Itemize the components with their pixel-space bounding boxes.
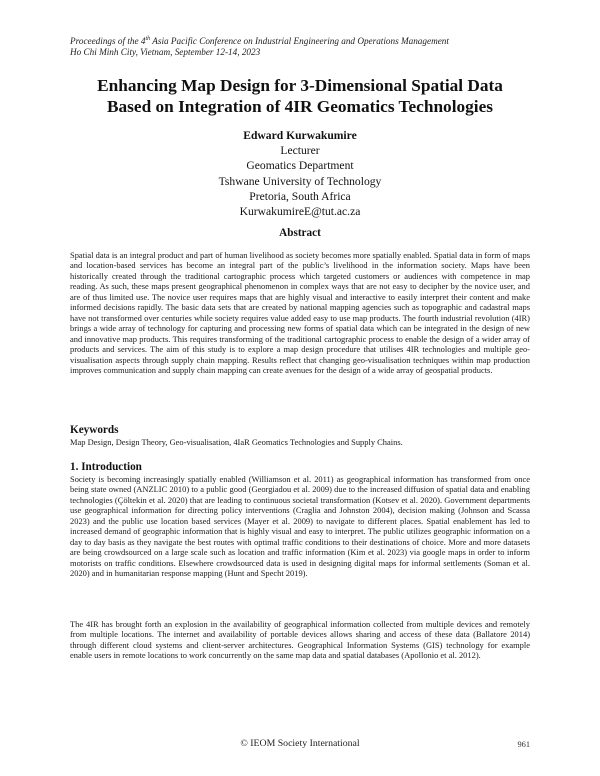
page-number: 961: [517, 740, 530, 749]
paper-title-line-1: Enhancing Map Design for 3-Dimensional Spatial Data: [97, 76, 503, 95]
header-location-line: Ho Chi Minh City, Vietnam, September 12-14, 2023: [70, 47, 261, 57]
author-block: [150, 128, 450, 219]
author-name: Edward Kurwakumire: [243, 129, 357, 142]
running-header: [70, 36, 540, 58]
author-department: Geomatics Department: [246, 159, 354, 173]
header-conference-suffix: Asia Pacific Conference on Industrial Engineering and Operations Management: [150, 36, 449, 46]
paper-title: [40, 75, 560, 117]
abstract-text: Spatial data is an integral product and part of human livelihood as society becomes more spatially enabled. Spatial data in form of maps and location-based services has become an integral part of the public’s livelihood in the information society. Maps have been historically created through the traditional cartographic process which targeted customers or audiences with competence in map reading. As such, these maps present geographical phenomenon in complex ways that are not easy to decipher by the novice user, and are of thus limited use. The novice user requires maps that are highly visual and interactive to easily interpret their content and make informed decisions rapidly. The basic data sets that are created by national mapping agencies such as topographic and cadastral maps have not transformed over centuries while society requires value added easy to use map products. The fourth industrial revolution (4IR) brings a wide array of technology for capturing and processing new forms of spatial data which can be integrated in the design of new and innovative map products. This requires transforming of the traditional cartographic process to enable the design of a wider array of products and services. The aim of this study is to explore a map design procedure that utilises 4IR technologies and multiple geo-visualisation aspects through supply chain mapping. Results reflect that changing geo-visualisation techniques within map production improves communication and supply chain mapping can create avenues for the design of a wide array of geospatial products.: [70, 250, 530, 375]
author-location: Pretoria, South Africa: [249, 189, 351, 203]
author-role: Lecturer: [280, 144, 320, 158]
introduction-heading: 1. Introduction: [70, 461, 142, 473]
author-email: KurwakumireE@tut.ac.za: [239, 205, 361, 219]
keywords-text: Map Design, Design Theory, Geo-visualisation, 4IaR Geomatics Technologies and Supply Chains.: [70, 437, 403, 447]
header-conference-line: [70, 36, 540, 47]
header-ordinal-suffix: th: [145, 35, 151, 42]
paper-title-line-2: Based on Integration of 4IR Geomatics Technologies: [107, 97, 493, 116]
footer-copyright: © IEOM Society International: [240, 738, 360, 749]
introduction-paragraph-2: The 4IR has brought forth an explosion in the availability of geographical information collected from multiple devices and remotely from multiple locations. The internet and availability of portable devices allows sharing and access of these data (Ballatore 2014) through different cloud systems and client-server architectures. Geographical Information Systems (GIS) technology for example enable users in remote locations to work concurrently on the same map data and spatial databases (Apollonio et al. 2012).: [70, 619, 530, 661]
abstract-heading: Abstract: [279, 227, 321, 239]
author-institution: Tshwane University of Technology: [218, 174, 382, 188]
keywords-heading: Keywords: [70, 424, 119, 436]
introduction-paragraph-1: Society is becoming increasingly spatially enabled (Williamson et al. 2011) as geographical information has transformed from once being state owned (ANZLIC 2010) to a public good (Georgiadou et al. 2009) due to the increased diffusion of spatial data and enabling technologies (Çöltekin et al. 2020) that are leading to continuous societal transformation (Kotsev et al. 2020). Government departments use geographical information for directing policy interventions (Craglia and Johnston 2004), decision making (Johnson and Scassa 2023) and the public use location based services (Mayer et al. 2009) to navigate to different places. Spatial enablement has led to increased demand of geographic information that is highly visual and easy to interpret. The public utilizes geographic information on a day to day basis as they navigate the best routes with optimal traffic conditions to their destinations of choice. More and more datasets are being crowdsourced on a large scale such as location and traffic information (Kim et al. 2023) via google maps in order to inform motorists on traffic conditions. Elsewhere crowdsourced data is used in designing digital maps for informal settlements (Soman et al. 2020) and in humanitarian response mapping (Hunt and Specht 2019).: [70, 474, 530, 579]
header-conference-prefix: Proceedings of the 4: [70, 36, 146, 46]
